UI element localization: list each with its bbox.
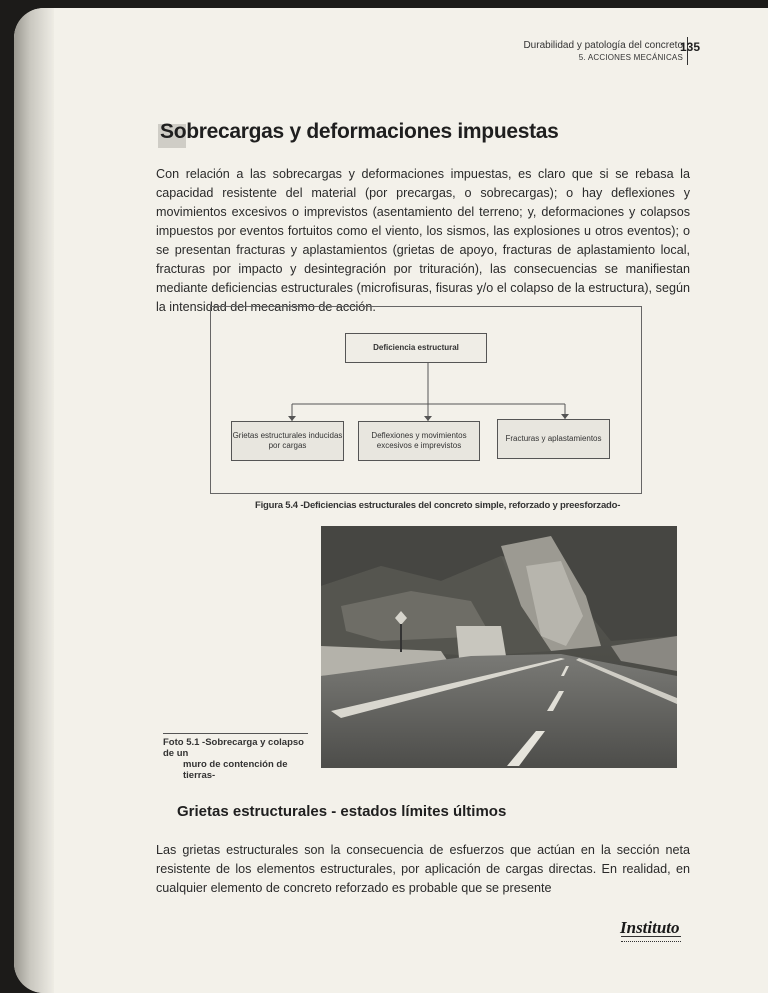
road-photo bbox=[321, 526, 677, 768]
photo-caption-line1: Foto 5.1 -Sobrecarga y colapso de un bbox=[163, 737, 304, 759]
diagram-node-deflexiones: Deflexiones y movimientos excesivos e imprevistos bbox=[358, 421, 480, 461]
road-photo-image bbox=[321, 526, 677, 768]
subsection-title: Grietas estructurales - estados límites últimos bbox=[177, 803, 507, 820]
subsection-paragraph: Las grietas estructurales son la consecuencia de esfuerzos que actúan en la sección neta resistente de los elementos estructurales, por aplicación de cargas directas. En realidad, en cualquier elemento de concreto reforzado es probable que se presente bbox=[156, 843, 690, 895]
photo-caption-line2: muro de contención de tierras- bbox=[183, 759, 288, 781]
logo-underline bbox=[621, 936, 681, 942]
photo-caption-rule bbox=[163, 733, 308, 734]
page-number: 135 bbox=[680, 40, 701, 54]
chapter-title: 5. ACCIONES MECÁNICAS bbox=[578, 53, 683, 62]
figure-caption: Figura 5.4 -Deficiencias estructurales del concreto simple, reforzado y preesforzado- bbox=[255, 500, 621, 511]
photo-caption bbox=[163, 737, 313, 781]
section-title: Sobrecargas y deformaciones impuestas bbox=[160, 120, 559, 143]
diagram-node-grietas: Grietas estructurales inducidas por cargas bbox=[231, 421, 344, 461]
section-paragraph: Con relación a las sobrecargas y deformaciones impuestas, es claro que si se rebasa la capacidad resistente del material (por precargas, o sobrecargas); o hay deflexiones y movimientos excesivos o imprevistos (asentamiento del terreno; y, deformaciones y colapsos impuestos por eventos fortuitos como el viento, los sismos, las explosiones u otros eventos); o se presentan fracturas y aplastamientos (grietas de apoyo, fracturas de aplastamiento local, fracturas por impacto y desintegración por trituración), las consecuencias se manifiestan mediante deficiencias estructurales (microfisuras, fisuras y/o el colapso de la estructura), según la intensidad del mecanismo de acción. bbox=[156, 167, 690, 314]
diagram-node-root: Deficiencia estructural bbox=[345, 333, 487, 363]
diagram-node-fracturas: Fracturas y aplastamientos bbox=[497, 419, 610, 459]
institute-logo: Instituto bbox=[620, 918, 680, 937]
book-title: Durabilidad y patología del concreto bbox=[523, 40, 683, 51]
